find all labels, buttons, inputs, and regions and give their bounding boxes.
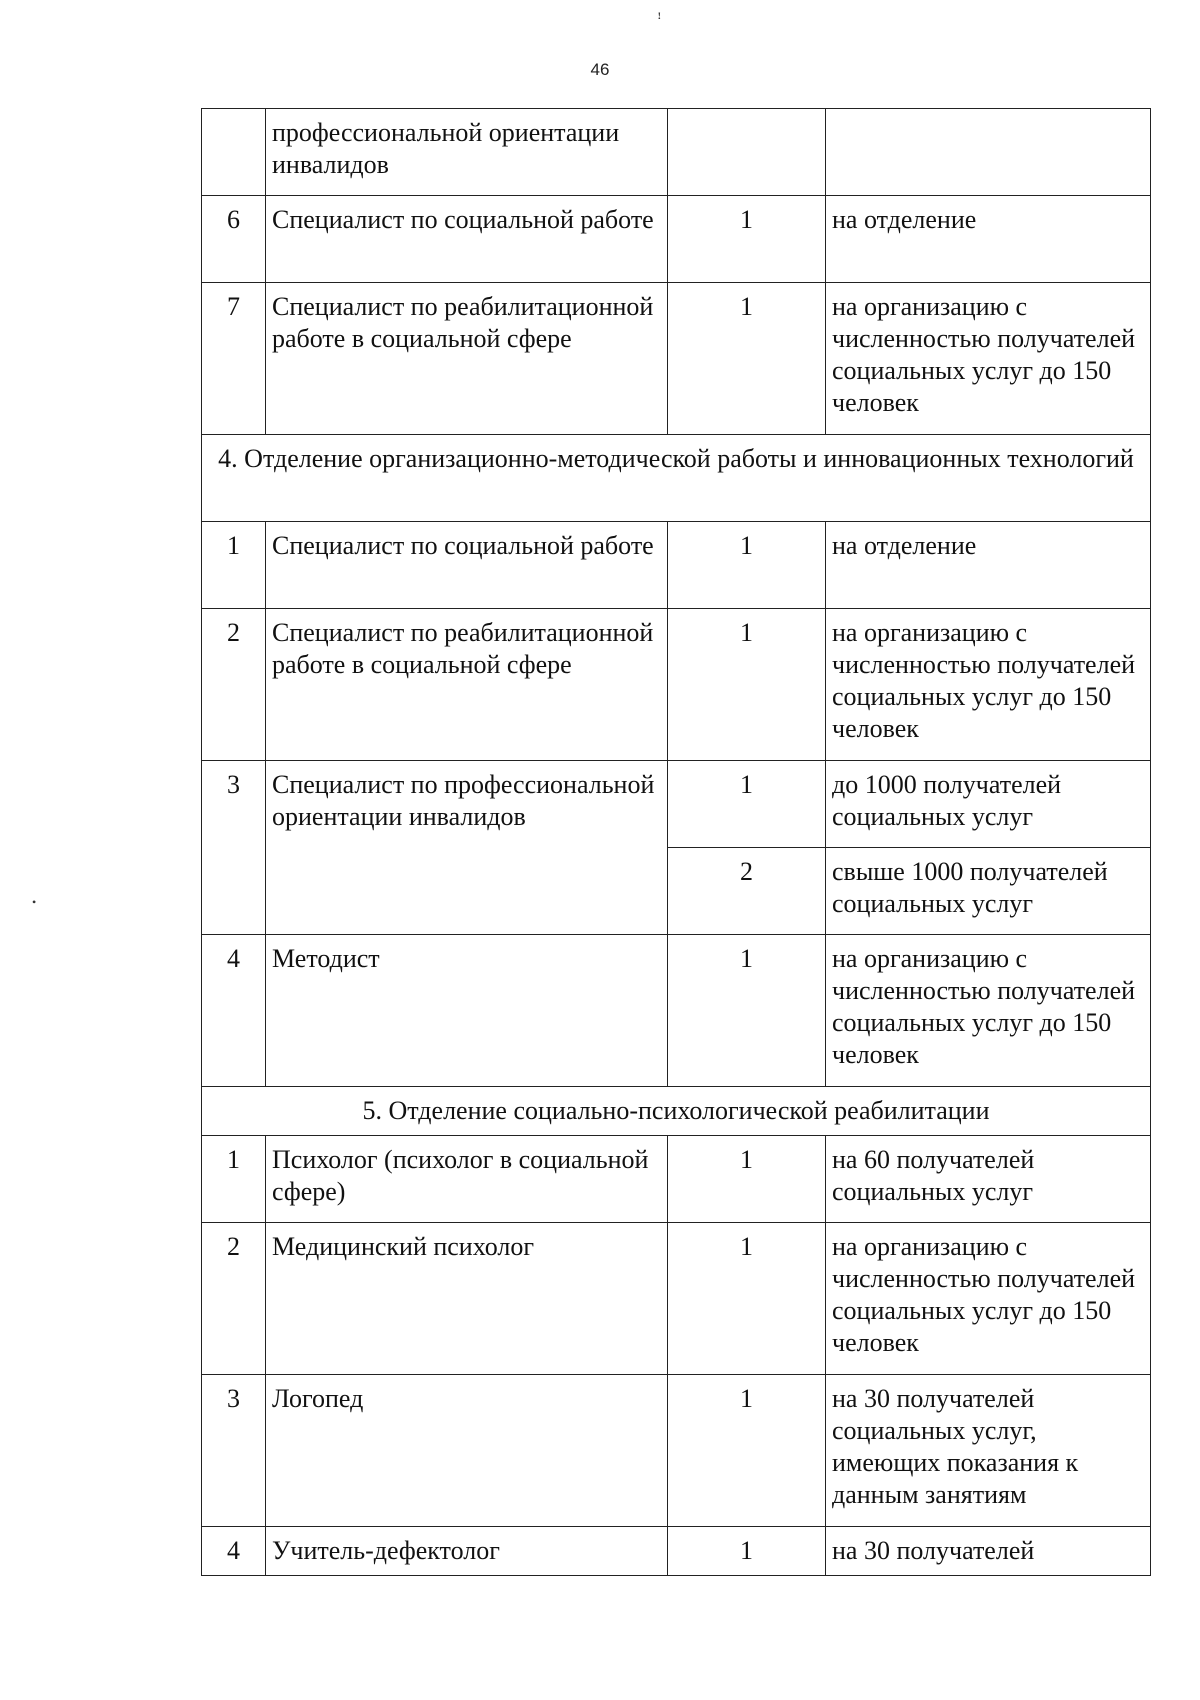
norm-cell: на 30 получателей	[826, 1527, 1151, 1576]
position-cell: Специалист по реабилитационной работе в социальной сфере	[266, 609, 668, 761]
page-number: 46	[590, 60, 610, 79]
norm-cell: на организацию с численностью получателей социальных услуг до 150 человек	[826, 935, 1151, 1087]
row-number-cell: 3	[202, 761, 266, 935]
norm-cell: на 60 получателей социальных услуг	[826, 1136, 1151, 1223]
position-cell: Психолог (психолог в социальной сфере)	[266, 1136, 668, 1223]
position-cell: Специалист по профессиональной ориентации инвалидов	[266, 761, 668, 935]
quantity-cell: 1	[668, 283, 826, 435]
table-row	[202, 196, 1151, 283]
row-number-cell: 2	[202, 1223, 266, 1375]
position-cell: Логопед	[266, 1375, 668, 1527]
row-number-cell: 4	[202, 935, 266, 1087]
position-cell: Медицинский психолог	[266, 1223, 668, 1375]
norm-cell: на отделение	[826, 196, 1151, 283]
table-row	[202, 1223, 1151, 1375]
staff-table	[201, 108, 1151, 1576]
quantity-cell: 1	[668, 609, 826, 761]
quantity-cell: 2	[668, 848, 826, 935]
table-row	[202, 283, 1151, 435]
position-cell: Специалист по социальной работе	[266, 522, 668, 609]
norm-cell: на организацию с численностью получателей социальных услуг до 150 человек	[826, 609, 1151, 761]
scan-mark: ꜝ	[657, 14, 662, 29]
row-number-cell: 1	[202, 522, 266, 609]
norm-cell: до 1000 получателей социальных услуг	[826, 761, 1151, 848]
table-row	[202, 935, 1151, 1087]
table-row	[202, 1136, 1151, 1223]
position-cell: Учитель-дефектолог	[266, 1527, 668, 1576]
row-number-cell: 3	[202, 1375, 266, 1527]
row-number-cell: 7	[202, 283, 266, 435]
norm-cell: на организацию с численностью получателей социальных услуг до 150 человек	[826, 1223, 1151, 1375]
table-row	[202, 522, 1151, 609]
norm-cell	[826, 109, 1151, 196]
section-header-row	[202, 435, 1151, 522]
table-row	[202, 761, 1151, 848]
quantity-cell: 1	[668, 935, 826, 1087]
row-number-cell: 4	[202, 1527, 266, 1576]
section-title: 5. Отделение социально-психологической реабилитации	[202, 1087, 1151, 1136]
position-cell: Специалист по социальной работе	[266, 196, 668, 283]
row-number-cell: 2	[202, 609, 266, 761]
row-number-cell: 1	[202, 1136, 266, 1223]
table-row	[202, 1527, 1151, 1576]
norm-cell: свыше 1000 получателей социальных услуг	[826, 848, 1151, 935]
quantity-cell: 1	[668, 761, 826, 848]
quantity-cell: 1	[668, 1375, 826, 1527]
row-number-cell	[202, 109, 266, 196]
quantity-cell: 1	[668, 1136, 826, 1223]
position-cell: Специалист по реабилитационной работе в социальной сфере	[266, 283, 668, 435]
quantity-cell: 1	[668, 522, 826, 609]
position-cell: Методист	[266, 935, 668, 1087]
quantity-cell: 1	[668, 1527, 826, 1576]
table-row	[202, 109, 1151, 196]
quantity-cell: 1	[668, 1223, 826, 1375]
norm-cell: на отделение	[826, 522, 1151, 609]
norm-cell: на 30 получателей социальных услуг, имеющих показания к данным занятиям	[826, 1375, 1151, 1527]
row-number-cell: 6	[202, 196, 266, 283]
position-cell: профессиональной ориентации инвалидов	[266, 109, 668, 196]
table-row	[202, 1375, 1151, 1527]
section-title: 4. Отделение организационно-методической работы и инновационных технологий	[202, 435, 1151, 522]
norm-cell: на организацию с численностью получателей социальных услуг до 150 человек	[826, 283, 1151, 435]
table-row	[202, 609, 1151, 761]
section-header-row	[202, 1087, 1151, 1136]
quantity-cell	[668, 109, 826, 196]
scan-dot: •	[32, 895, 37, 909]
quantity-cell: 1	[668, 196, 826, 283]
